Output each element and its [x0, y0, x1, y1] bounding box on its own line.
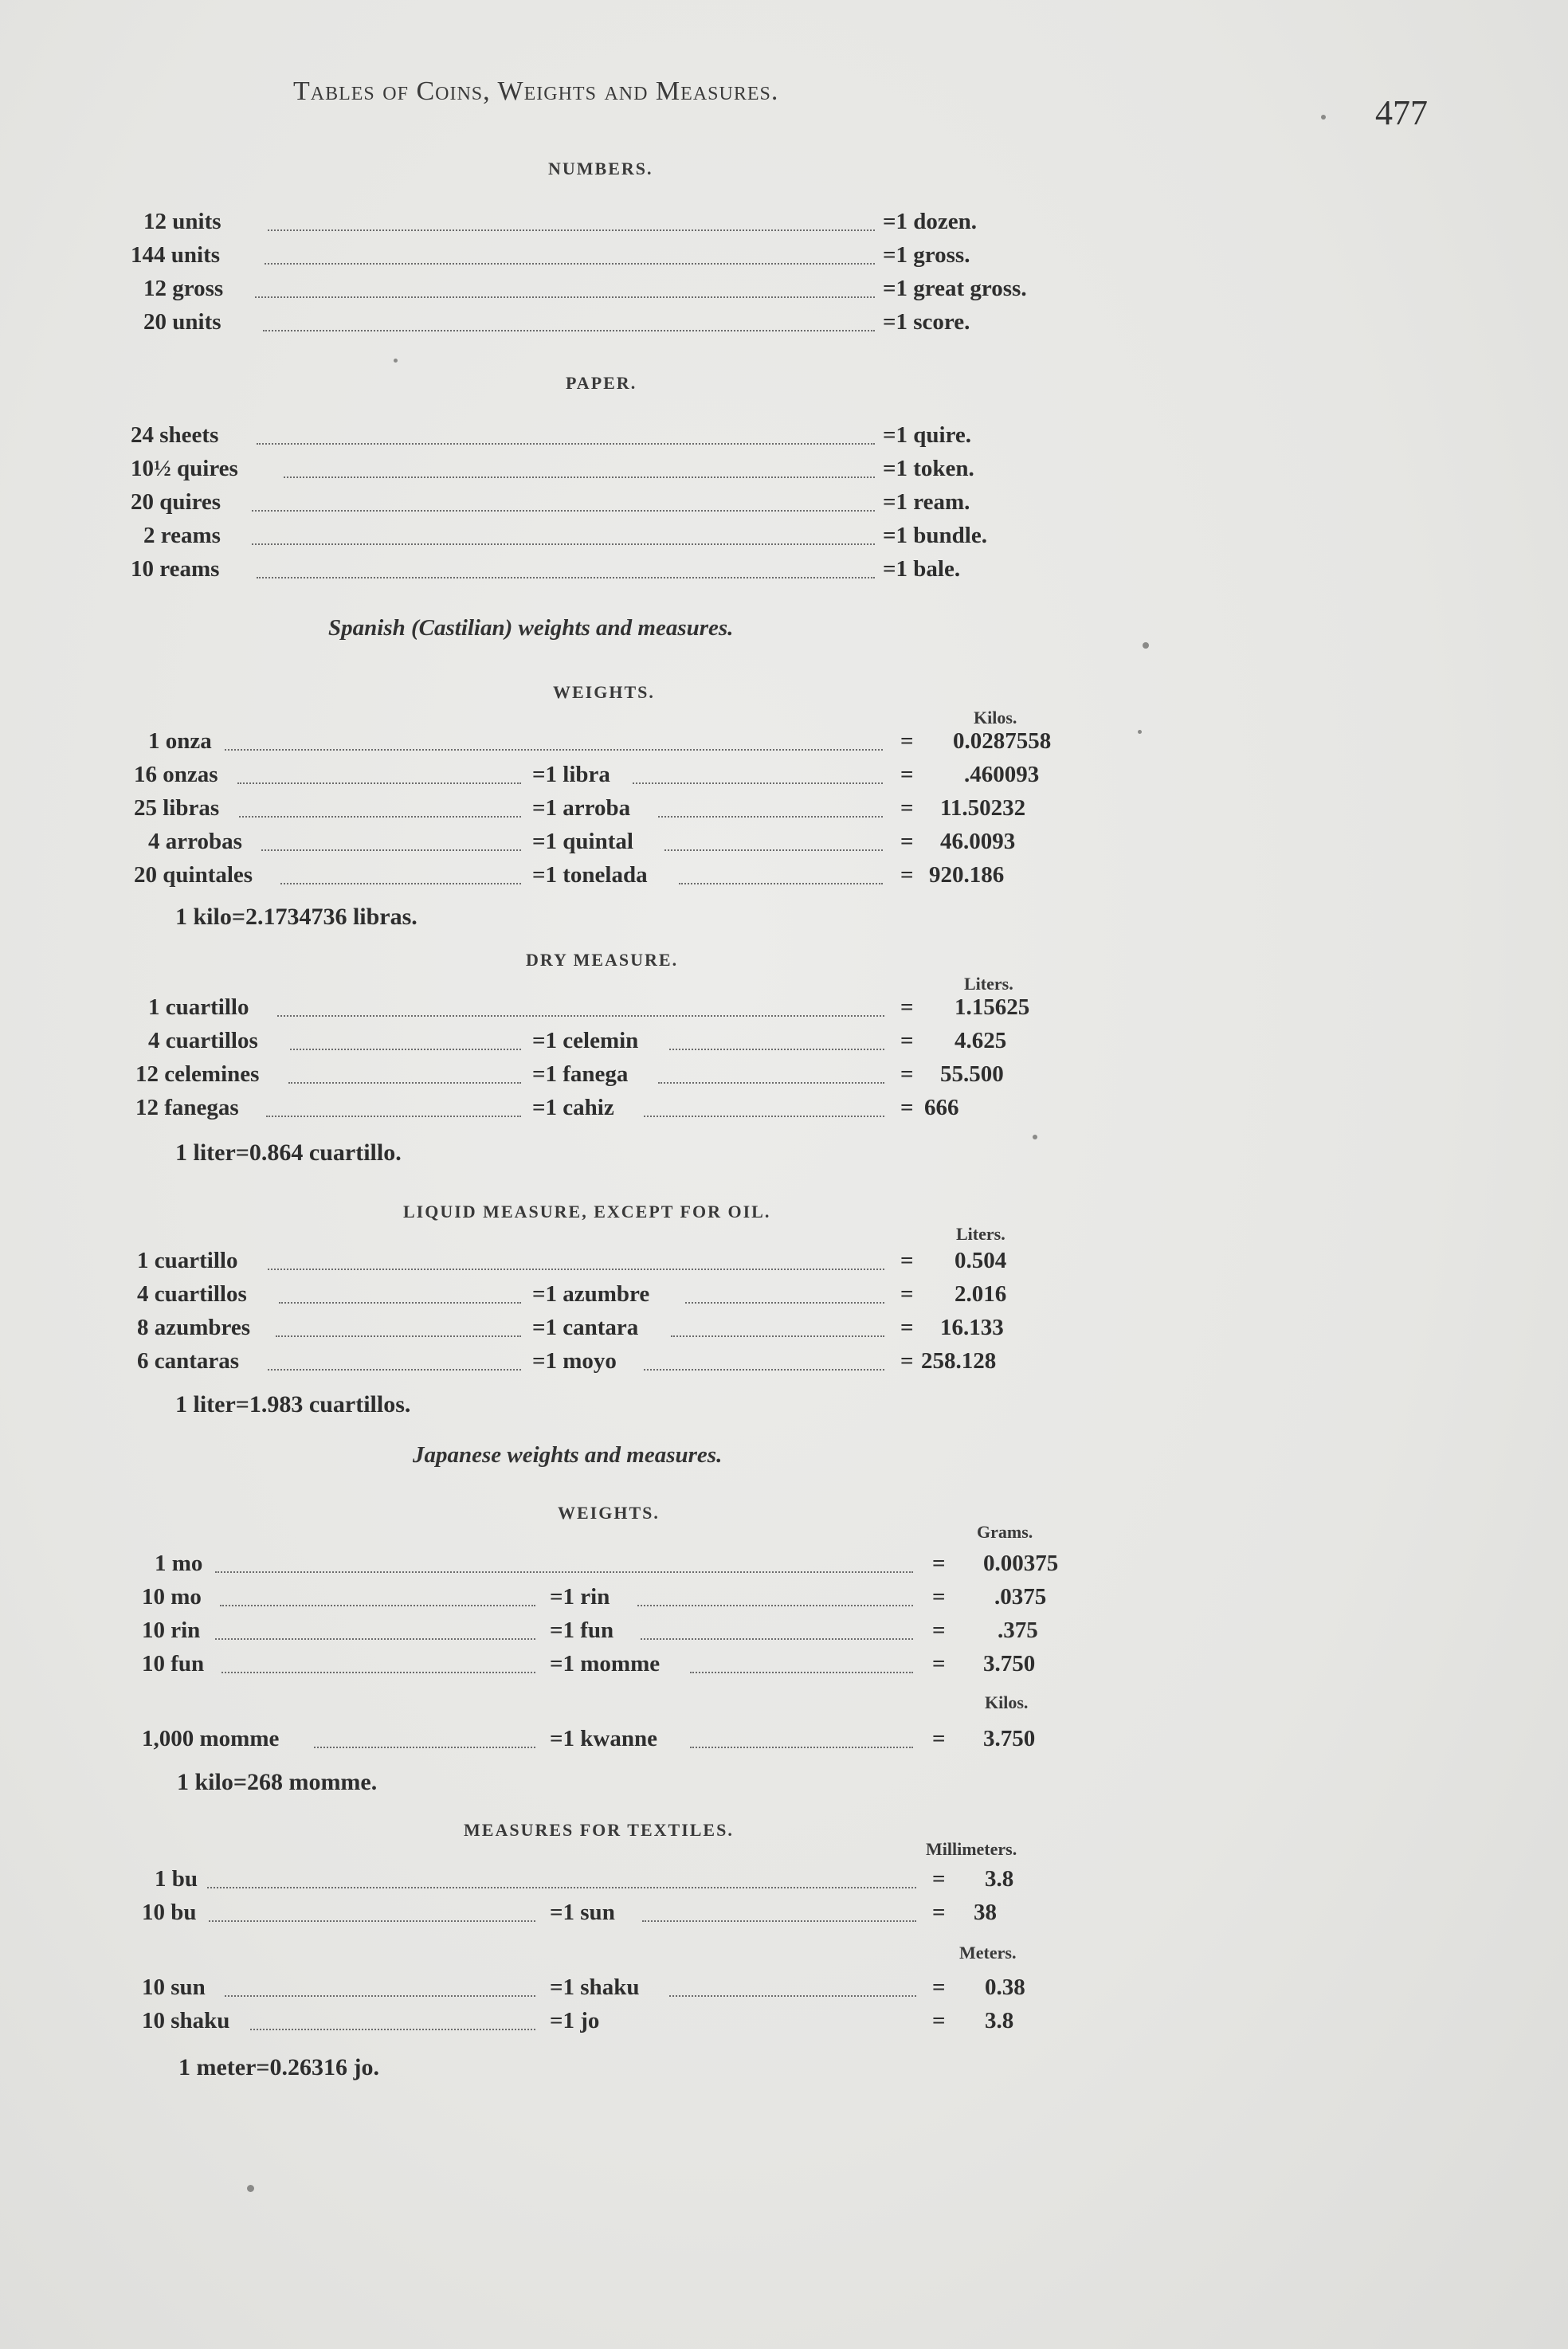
row-equals: =	[900, 1281, 914, 1307]
row-equals: =	[900, 1028, 914, 1053]
conversion-note: 1 meter=0.26316 jo.	[178, 2054, 380, 2080]
dot-leader	[268, 1269, 884, 1270]
table-row	[0, 456, 1568, 491]
row-equals: =	[900, 795, 914, 821]
page-number: 477	[1375, 93, 1428, 132]
scan-speck	[394, 359, 398, 363]
dot-leader	[669, 1049, 884, 1050]
dot-leader	[239, 816, 521, 818]
scan-speck	[1321, 115, 1326, 120]
row-quantity: 12 celemines	[135, 1061, 260, 1087]
dot-leader	[690, 1747, 913, 1748]
dot-leader	[252, 510, 875, 512]
table-row	[0, 1900, 1568, 1935]
row-quantity: 12 units	[143, 209, 221, 234]
row-quantity: 10 bu	[142, 1900, 197, 1925]
dot-leader	[277, 1015, 884, 1017]
table-row	[0, 1551, 1568, 1586]
table-row	[0, 1061, 1568, 1096]
dot-leader	[252, 543, 875, 545]
row-equals: =	[932, 1618, 946, 1643]
dot-leader	[644, 1369, 884, 1371]
row-equivalent: =1 gross.	[883, 242, 970, 268]
row-value: .0375	[994, 1584, 1047, 1610]
unit-label-kilos: Kilos.	[985, 1692, 1029, 1712]
table-row	[0, 556, 1568, 591]
row-equals: =	[900, 1248, 914, 1273]
dot-leader	[658, 1082, 884, 1084]
row-equals: =	[932, 1900, 946, 1925]
row-equivalent: =1 great gross.	[883, 276, 1027, 301]
row-middle: =1 fun	[550, 1618, 614, 1643]
table-row	[0, 1651, 1568, 1686]
dot-leader	[257, 577, 875, 578]
dot-leader	[679, 883, 883, 884]
row-value: 3.750	[983, 1651, 1036, 1676]
row-value: 666	[924, 1095, 959, 1120]
table-row	[0, 994, 1568, 1029]
table-row	[0, 1315, 1568, 1350]
dot-leader	[209, 1920, 535, 1922]
row-quantity: 4 arrobas	[148, 829, 242, 854]
row-quantity: 20 units	[143, 309, 221, 335]
japanese-weights-heading: WEIGHTS.	[558, 1503, 660, 1523]
spanish-weights-heading: WEIGHTS.	[553, 682, 655, 702]
table-row	[0, 728, 1568, 763]
row-equals: =	[900, 1348, 914, 1374]
row-value: .375	[998, 1618, 1038, 1643]
textiles-heading: MEASURES FOR TEXTILES.	[464, 1820, 734, 1840]
table-row	[0, 523, 1568, 558]
unit-label-millimeters: Millimeters.	[926, 1839, 1017, 1859]
row-equals: =	[900, 728, 914, 754]
dot-leader	[221, 1672, 535, 1673]
dot-leader	[641, 1638, 913, 1640]
row-equivalent: =1 bundle.	[883, 523, 987, 548]
dot-leader	[257, 443, 875, 445]
row-value: 0.504	[955, 1248, 1007, 1273]
table-row	[0, 209, 1568, 244]
table-row	[0, 1095, 1568, 1130]
row-equivalent: =1 dozen.	[883, 209, 978, 234]
dot-leader	[255, 296, 875, 298]
table-row	[0, 1726, 1568, 1761]
section-heading-paper: PAPER.	[566, 373, 637, 393]
dot-leader	[671, 1335, 884, 1337]
dot-leader	[225, 1995, 535, 1997]
dot-leader	[658, 816, 883, 818]
table-row	[0, 1028, 1568, 1063]
table-row	[0, 242, 1568, 277]
dot-leader	[637, 1605, 913, 1606]
row-quantity: 1 cuartillo	[148, 994, 249, 1020]
dot-leader	[314, 1747, 535, 1748]
table-row	[0, 762, 1568, 797]
table-row	[0, 862, 1568, 897]
dot-leader	[644, 1116, 884, 1117]
row-quantity: 10 sun	[142, 1974, 206, 2000]
row-value: 46.0093	[940, 829, 1016, 854]
row-value: 0.00375	[983, 1551, 1059, 1576]
dry-measure-heading: DRY MEASURE.	[526, 950, 679, 970]
row-quantity: 1 onza	[148, 728, 212, 754]
row-middle: =1 arroba	[532, 795, 631, 821]
row-equals: =	[932, 1651, 946, 1676]
row-quantity: 1 cuartillo	[137, 1248, 238, 1273]
liquid-measure-heading: LIQUID MEASURE, EXCEPT FOR OIL.	[403, 1202, 771, 1222]
table-row	[0, 1281, 1568, 1316]
row-value: 16.133	[940, 1315, 1004, 1340]
dot-leader	[265, 263, 875, 265]
table-row	[0, 829, 1568, 864]
row-value: 3.8	[985, 1866, 1014, 1892]
row-quantity: 12 gross	[143, 276, 224, 301]
row-middle: =1 shaku	[550, 1974, 640, 2000]
row-equivalent: =1 score.	[883, 309, 970, 335]
dot-leader	[669, 1995, 916, 1997]
row-middle: =1 sun	[550, 1900, 615, 1925]
table-row	[0, 1974, 1568, 2010]
dot-leader	[284, 476, 875, 478]
row-equals: =	[932, 1584, 946, 1610]
scan-speck	[247, 2185, 254, 2192]
dot-leader	[633, 782, 883, 784]
dot-leader	[263, 330, 875, 331]
row-equals: =	[900, 1095, 914, 1120]
row-equals: =	[900, 994, 914, 1020]
row-value: 3.750	[983, 1726, 1036, 1751]
table-row	[0, 489, 1568, 524]
dot-leader	[237, 782, 521, 784]
dot-leader	[279, 1302, 521, 1304]
section-heading-numbers: NUMBERS.	[548, 159, 653, 178]
scan-speck	[1143, 642, 1149, 649]
row-value: 4.625	[955, 1028, 1007, 1053]
running-head: Tables of Coins, Weights and Measures.	[293, 76, 779, 106]
row-quantity: 1 bu	[155, 1866, 198, 1892]
row-quantity: 4 cuartillos	[137, 1281, 247, 1307]
row-value: 38	[974, 1900, 997, 1925]
row-equals: =	[900, 862, 914, 888]
row-value: .460093	[964, 762, 1040, 787]
dot-leader	[664, 849, 883, 851]
row-equivalent: =1 ream.	[883, 489, 970, 515]
row-equivalent: =1 token.	[883, 456, 974, 481]
table-row	[0, 1618, 1568, 1653]
table-row	[0, 276, 1568, 311]
row-middle: =1 cantara	[532, 1315, 639, 1340]
row-value: 3.8	[985, 2008, 1014, 2033]
row-value: 1.15625	[955, 994, 1030, 1020]
dot-leader	[261, 849, 521, 851]
row-value: 0.0287558	[953, 728, 1052, 754]
row-quantity: 10 reams	[131, 556, 220, 582]
row-quantity: 1,000 momme	[142, 1726, 280, 1751]
row-middle: =1 jo	[550, 2008, 600, 2033]
table-row	[0, 2008, 1568, 2043]
row-value: 258.128	[921, 1348, 997, 1374]
row-equals: =	[932, 1551, 946, 1576]
conversion-note: 1 kilo=2.1734736 libras.	[175, 904, 417, 930]
dot-leader	[207, 1887, 916, 1888]
dot-leader	[288, 1082, 521, 1084]
dot-leader	[268, 1369, 521, 1371]
row-quantity: 20 quintales	[134, 862, 253, 888]
dot-leader	[268, 229, 875, 231]
row-middle: =1 fanega	[532, 1061, 629, 1087]
conversion-note: 1 liter=1.983 cuartillos.	[175, 1391, 411, 1418]
dot-leader	[266, 1116, 521, 1117]
row-middle: =1 quintal	[532, 829, 633, 854]
row-middle: =1 celemin	[532, 1028, 639, 1053]
row-quantity: 8 azumbres	[137, 1315, 251, 1340]
row-quantity: 2 reams	[143, 523, 221, 548]
row-quantity: 10½ quires	[131, 456, 238, 481]
scan-speck	[1138, 730, 1142, 734]
row-value: 0.38	[985, 1974, 1025, 2000]
conversion-note: 1 kilo=268 momme.	[177, 1769, 378, 1795]
scan-speck	[1033, 1135, 1037, 1139]
table-row	[0, 422, 1568, 457]
row-value: 2.016	[955, 1281, 1007, 1307]
row-quantity: 24 sheets	[131, 422, 219, 448]
dot-leader	[215, 1638, 535, 1640]
row-middle: =1 rin	[550, 1584, 610, 1610]
table-row	[0, 1248, 1568, 1283]
row-equals: =	[932, 2008, 946, 2033]
dot-leader	[685, 1302, 884, 1304]
row-value: 55.500	[940, 1061, 1004, 1087]
conversion-note: 1 liter=0.864 cuartillo.	[175, 1139, 402, 1166]
dot-leader	[280, 883, 521, 884]
row-middle: =1 cahiz	[532, 1095, 614, 1120]
unit-label-liters: Liters.	[956, 1224, 1005, 1244]
row-quantity: 6 cantaras	[137, 1348, 240, 1374]
row-quantity: 10 rin	[142, 1618, 201, 1643]
row-value: 920.186	[929, 862, 1005, 888]
row-quantity: 10 shaku	[142, 2008, 230, 2033]
dot-leader	[690, 1672, 913, 1673]
row-equals: =	[932, 1866, 946, 1892]
unit-label-meters: Meters.	[959, 1943, 1017, 1963]
dot-leader	[220, 1605, 535, 1606]
row-equals: =	[900, 762, 914, 787]
table-row	[0, 1866, 1568, 1901]
dot-leader	[276, 1335, 521, 1337]
row-middle: =1 moyo	[532, 1348, 617, 1374]
table-row	[0, 795, 1568, 830]
row-quantity: 12 fanegas	[135, 1095, 239, 1120]
row-equals: =	[900, 1315, 914, 1340]
dot-leader	[642, 1920, 916, 1922]
unit-label-kilos: Kilos.	[974, 708, 1017, 727]
dot-leader	[215, 1571, 913, 1573]
row-quantity: 25 libras	[134, 795, 220, 821]
row-equivalent: =1 bale.	[883, 556, 961, 582]
table-row	[0, 1348, 1568, 1383]
row-equals: =	[932, 1726, 946, 1751]
row-equivalent: =1 quire.	[883, 422, 972, 448]
row-middle: =1 azumbre	[532, 1281, 650, 1307]
row-equals: =	[932, 1974, 946, 2000]
dot-leader	[250, 2029, 535, 2030]
dot-leader	[225, 749, 883, 751]
row-equals: =	[900, 829, 914, 854]
table-row	[0, 1584, 1568, 1619]
unit-label-grams: Grams.	[977, 1522, 1033, 1542]
row-value: 11.50232	[940, 795, 1026, 821]
row-quantity: 4 cuartillos	[148, 1028, 258, 1053]
row-quantity: 10 mo	[142, 1584, 202, 1610]
row-middle: =1 libra	[532, 762, 610, 787]
row-middle: =1 momme	[550, 1651, 661, 1676]
row-quantity: 10 fun	[142, 1651, 205, 1676]
japanese-section-title: Japanese weights and measures.	[413, 1442, 723, 1468]
row-middle: =1 tonelada	[532, 862, 648, 888]
spanish-section-title: Spanish (Castilian) weights and measures.	[328, 615, 734, 641]
row-quantity: 16 onzas	[134, 762, 218, 787]
row-equals: =	[900, 1061, 914, 1087]
unit-label-liters: Liters.	[964, 974, 1013, 994]
row-quantity: 144 units	[131, 242, 221, 268]
table-row	[0, 309, 1568, 344]
row-quantity: 1 mo	[155, 1551, 203, 1576]
row-quantity: 20 quires	[131, 489, 221, 515]
dot-leader	[290, 1049, 521, 1050]
row-middle: =1 kwanne	[550, 1726, 657, 1751]
